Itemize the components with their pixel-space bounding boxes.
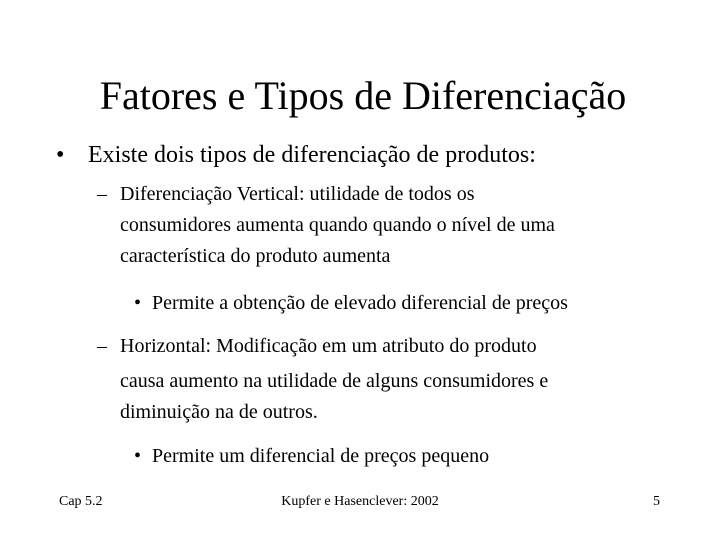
- dash-marker: –: [97, 335, 107, 357]
- slide-title: Fatores e Tipos de Diferenciação: [99, 73, 627, 118]
- footer-page-number: 5: [653, 494, 660, 509]
- sub-bullet-marker: •: [134, 292, 142, 314]
- bullet-marker: •: [56, 142, 65, 168]
- horizontal-line-1: Horizontal: Modificação em um atributo do produto: [120, 335, 537, 357]
- vertical-line-3: característica do produto aumenta: [120, 245, 391, 267]
- bullet-text: Existe dois tipos de diferenciação de produtos:: [88, 142, 536, 168]
- footer-source: Kupfer e Hasenclever: 2002: [281, 494, 439, 509]
- horizontal-line-2: causa aumento na utilidade de alguns consumidores e: [120, 370, 549, 392]
- horizontal-sub-text: Permite um diferencial de preços pequeno: [152, 445, 490, 467]
- horizontal-line-3: diminuição na de outros.: [120, 401, 318, 423]
- vertical-line-2: consumidores aumenta quando quando o nível de uma: [120, 214, 555, 236]
- dash-marker: –: [97, 183, 107, 205]
- vertical-line-1: Diferenciação Vertical: utilidade de todos os: [120, 183, 475, 205]
- sub-bullet-marker: •: [134, 445, 142, 467]
- footer-chapter: Cap 5.2: [59, 494, 103, 509]
- vertical-sub-text: Permite a obtenção de elevado diferencial de preços: [152, 292, 568, 314]
